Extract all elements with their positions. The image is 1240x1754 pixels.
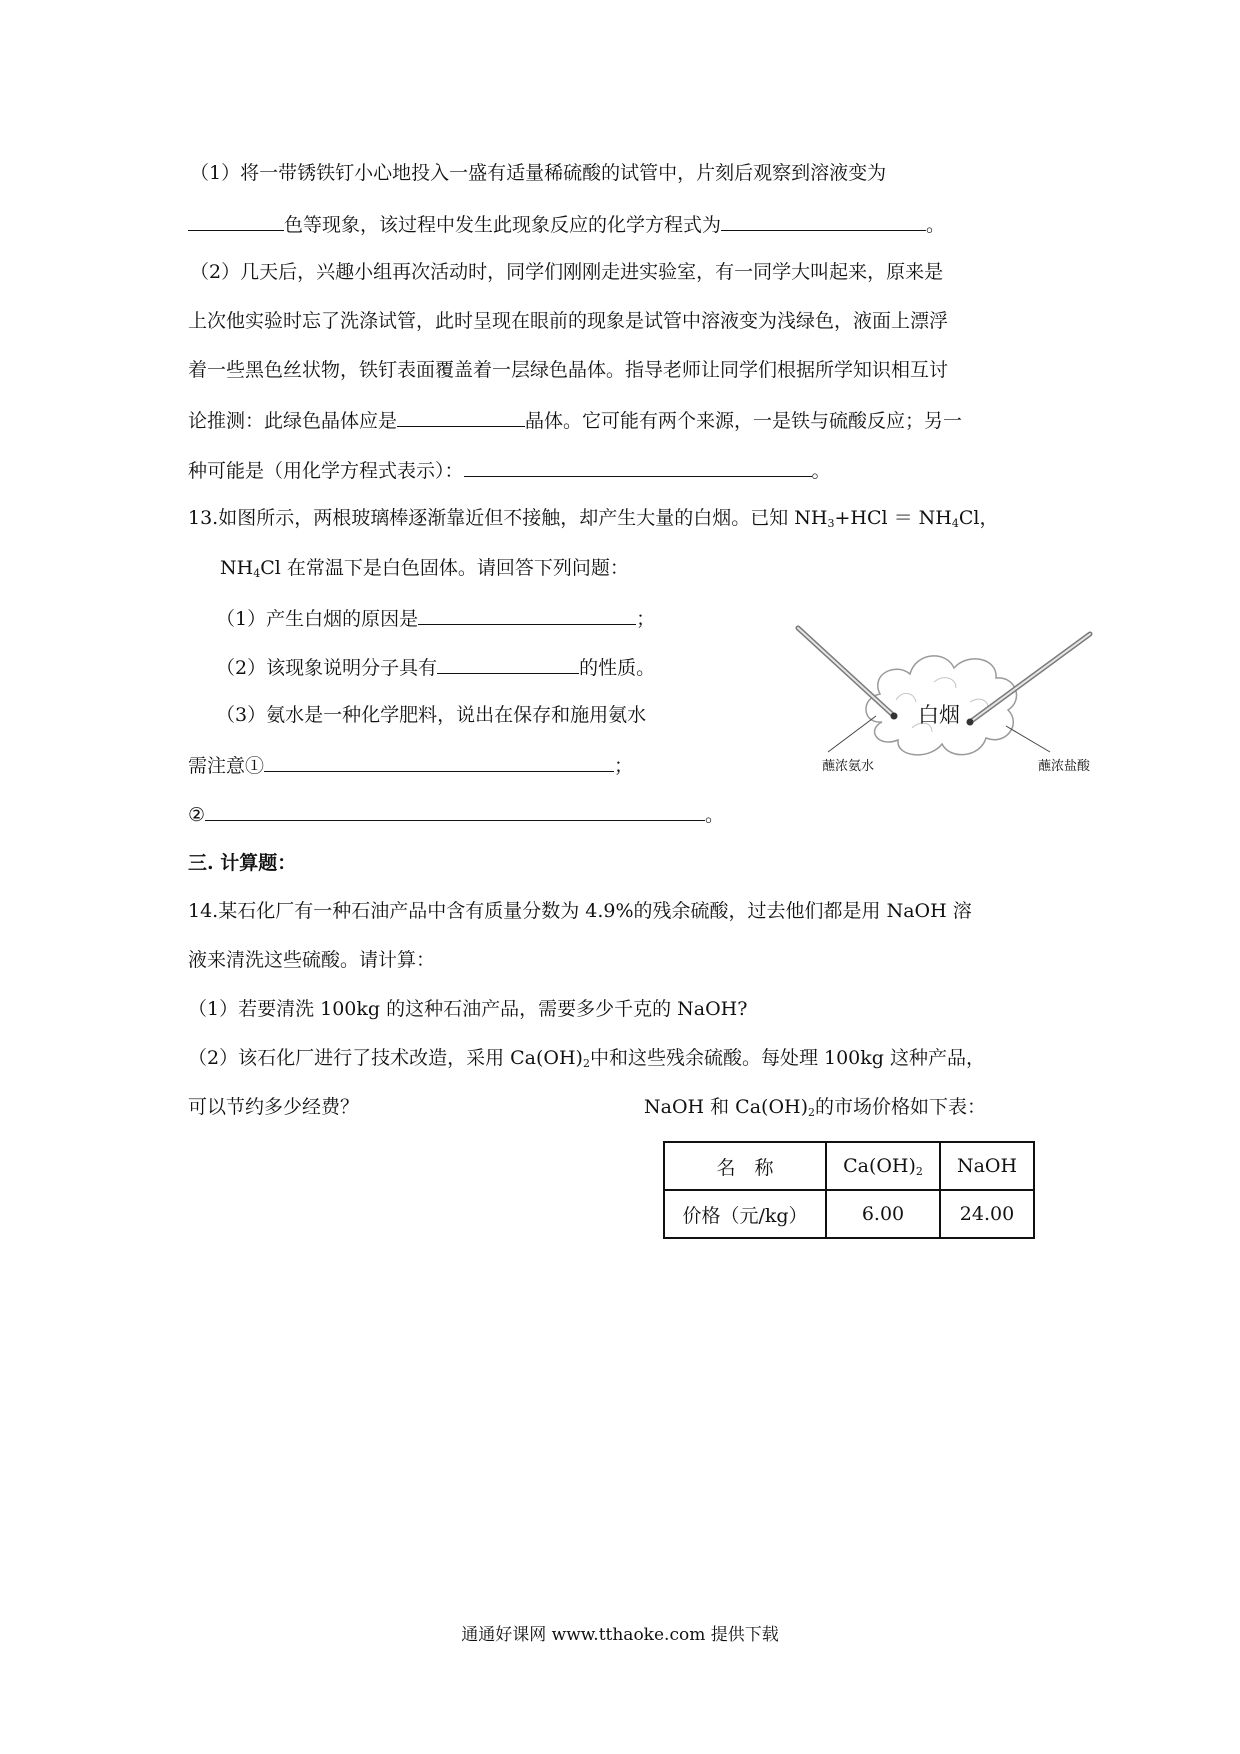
header-caoh: $Ca(OH)_2$ [826, 1142, 940, 1190]
price-caoh: 6.00 [826, 1190, 940, 1238]
answer-blank-note-1[interactable] [264, 751, 614, 772]
q12-part1-line1: （1）将一带锈铁钉小心地投入一盛有适量稀硫酸的试管中，片刻后观察到溶液变为 [190, 162, 887, 184]
q13-sub5: ② 。 [188, 800, 724, 828]
q12-part2-line1: （2）几天后，兴趣小组再次活动时，同学们刚刚走进实验室，有一同学大叫起来，原来是 [190, 261, 944, 283]
section-title-calculation: 三. 计算题： [188, 852, 297, 874]
q13-line2: $NH_4Cl$ 在常温下是白色固体。请回答下列问题： [220, 557, 629, 580]
smoke-label: 白烟 [918, 703, 960, 727]
page-footer: 通通好课网 www.tthaoke.com 提供下载 [461, 1625, 779, 1645]
table-row [664, 1142, 1034, 1190]
white-smoke-figure [784, 612, 1100, 772]
header-naoh: NaOH [940, 1142, 1034, 1190]
answer-blank-molecule-property[interactable] [437, 653, 579, 674]
header-name: 名 称 [664, 1142, 826, 1190]
q14-line5: 可以节约多少经费？ [188, 1096, 360, 1118]
q12-part2-line4: 论推测：此绿色晶体应是 晶体。它可能有两个来源，一是铁与硫酸反应；另一 [188, 406, 962, 434]
q14-sub1: （1）若要清洗 100kg 的这种石油产品，需要多少千克的 NaOH? [188, 998, 748, 1020]
row-label-price: 价格（元/kg） [664, 1190, 826, 1238]
q13-sub1: （1）产生白烟的原因是 ； [216, 604, 655, 632]
table-row [664, 1190, 1034, 1238]
price-table [663, 1141, 1035, 1239]
answer-blank-color[interactable] [188, 210, 284, 231]
q14-line1: 14.某石化厂有一种石油产品中含有质量分数为 4.9%的残余硫酸，过去他们都是用 NaOH 溶 [188, 900, 972, 922]
answer-blank-smoke-reason[interactable] [418, 604, 636, 625]
q13-sub3: （3）氨水是一种化学肥料，说出在保存和施用氨水 [216, 704, 647, 726]
answer-blank-equation-2[interactable] [464, 456, 812, 477]
q14-line2: 液来清洗这些硫酸。请计算： [188, 949, 436, 971]
q14-sub2: （2）该石化厂进行了技术改造，采用 $Ca(OH)_2$中和这些残余硫酸。每处理 100kg 这种产品， [188, 1047, 985, 1070]
q13-line1: 13.如图所示，两根玻璃棒逐渐靠近但不接触，却产生大量的白烟。已知 $NH_3+HCl = NH_4Cl$， [188, 507, 999, 530]
price-naoh: 24.00 [940, 1190, 1034, 1238]
q13-sub4: 需注意① ； [188, 751, 633, 779]
q12-part2-line3: 着一些黑色丝状物，铁钉表面覆盖着一层绿色晶体。指导老师让同学们根据所学知识相互讨 [188, 359, 949, 381]
answer-blank-crystal[interactable] [397, 406, 525, 427]
answer-blank-equation[interactable] [721, 210, 926, 231]
q14-line5-right: NaOH 和 $Ca(OH)_2$的市场价格如下表： [644, 1096, 987, 1119]
answer-blank-note-2[interactable] [205, 800, 705, 821]
q13-sub2: （2）该现象说明分子具有 的性质。 [216, 653, 655, 681]
q12-part1-line2: 色等现象，该过程中发生此现象反应的化学方程式为 。 [188, 210, 945, 238]
q12-part2-line5: 种可能是（用化学方程式表示）： 。 [188, 456, 831, 484]
right-rod-label: 蘸浓盐酸 [1038, 759, 1091, 772]
q12-part2-line2: 上次他实验时忘了洗涤试管，此时呈现在眼前的现象是试管中溶液变为浅绿色，液面上漂浮 [188, 310, 949, 332]
left-rod-label: 蘸浓氨水 [822, 759, 875, 772]
